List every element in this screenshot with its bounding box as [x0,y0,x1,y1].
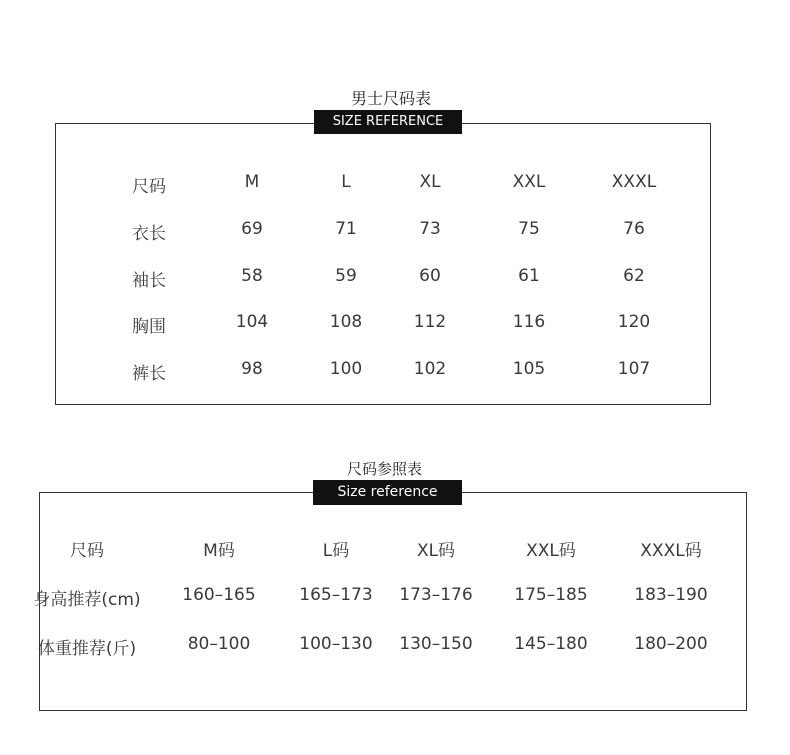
row-label: 身高推荐(cm) [33,590,141,610]
table-cell: 108 [329,312,363,332]
table-cell: 116 [512,312,546,332]
table-header-cell: XL码 [416,541,456,561]
table-cell: 76 [623,219,645,239]
table-cell: 105 [512,359,546,379]
table-header-cell: L [341,172,351,192]
table-cell: 58 [241,266,263,286]
table-header-cell: XXXL [611,172,657,192]
table-header-cell: M码 [203,541,235,561]
row-label: 裤长 [132,364,166,384]
table1-tag: SIZE REFERENCE [314,110,462,134]
table-cell: 145–180 [514,634,588,654]
table-cell: 61 [518,266,540,286]
table-cell: 59 [335,266,357,286]
table-cell: 183–190 [634,585,708,605]
table-header-cell: XXL [512,172,546,192]
table-cell: 75 [518,219,540,239]
table-cell: 100–130 [299,634,373,654]
table-cell: 69 [241,219,263,239]
table-cell: 60 [419,266,441,286]
table-header-cell: 尺码 [70,541,104,561]
row-label: 胸围 [132,317,166,337]
table-cell: 104 [235,312,269,332]
table-cell: 62 [623,266,645,286]
table-header-cell: XXL码 [526,541,576,561]
table-cell: 100 [329,359,363,379]
table-cell: 112 [413,312,447,332]
table-cell: 102 [413,359,447,379]
table-cell: 71 [335,219,357,239]
table-header-cell: 尺码 [132,177,166,197]
table-cell: 175–185 [514,585,588,605]
table-header-cell: XL [419,172,441,192]
row-label: 衣长 [132,224,166,244]
row-label: 袖长 [132,271,166,291]
table-cell: 120 [617,312,651,332]
table-cell: 160–165 [182,585,256,605]
table-cell: 98 [241,359,263,379]
table-header-cell: M [244,172,260,192]
table-header-cell: XXXL码 [640,541,702,561]
row-label: 体重推荐(斤) [37,639,137,659]
table-cell: 165–173 [299,585,373,605]
table2-title: 尺码参照表 [347,460,423,478]
table-cell: 107 [617,359,651,379]
table-cell: 73 [419,219,441,239]
table-cell: 80–100 [187,634,251,654]
table-cell: 173–176 [399,585,473,605]
table1-title: 男士尺码表 [351,89,432,108]
table-cell: 180–200 [634,634,708,654]
table-cell: 130–150 [399,634,473,654]
table-header-cell: L码 [322,541,350,561]
table2-tag: Size reference [313,480,462,505]
